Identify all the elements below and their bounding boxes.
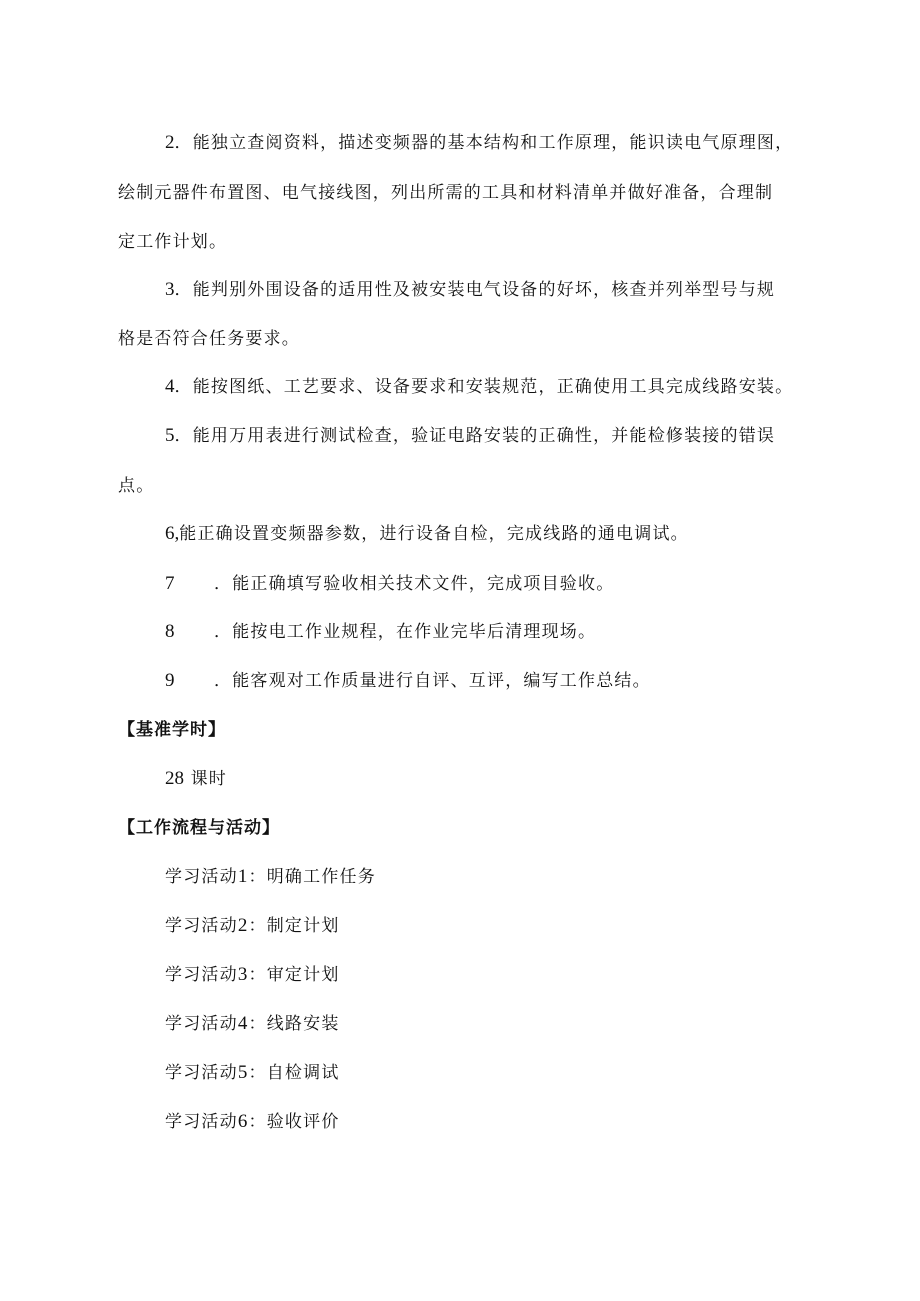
activity-name: 验收评价: [266, 1112, 340, 1132]
activity-4: [165, 1013, 340, 1035]
workflow-heading: 【工作流程与活动】: [118, 818, 280, 838]
objective-3-number: 3: [165, 279, 175, 300]
activity-prefix: 学习活动: [165, 1014, 238, 1034]
activity-separator: ：: [248, 1014, 267, 1034]
objective-4-number: 4: [165, 376, 175, 397]
objective-9-line: [165, 670, 175, 692]
activity-separator: ：: [248, 965, 267, 985]
activity-number: 4: [237, 1013, 249, 1034]
objective-5-line-1: [165, 425, 775, 447]
activity-prefix: 学习活动: [165, 916, 238, 936]
activity-name: 线路安装: [266, 1014, 340, 1034]
activity-number: 1: [237, 866, 249, 887]
activity-number: 2: [237, 915, 249, 936]
objective-2-number: 2: [165, 132, 175, 153]
activity-3: [165, 964, 340, 986]
objective-8-text: ．能按电工作业规程，在作业完毕后清理现场。: [214, 622, 597, 642]
activity-separator: ：: [248, 1063, 267, 1083]
objective-2-line-3: 定工作计划。: [118, 232, 228, 252]
hours-unit: 课时: [190, 769, 228, 789]
activity-separator: ：: [248, 916, 267, 936]
objective-8-line: [165, 621, 175, 643]
activity-number: 5: [237, 1062, 249, 1083]
objective-4-text: ．能按图纸、工艺要求、设备要求和安装规范，正确使用工具完成线路安装。: [174, 377, 794, 397]
objective-6-number: 6,: [165, 523, 180, 544]
activity-separator: ：: [248, 1112, 267, 1132]
hours-value: [165, 768, 227, 790]
activity-1: [165, 866, 376, 888]
activity-number: 3: [237, 964, 249, 985]
objective-3-line-2: 格是否符合任务要求。: [118, 329, 300, 349]
objective-5-text-1: ．能用万用表进行测试检查，验证电路安装的正确性，并能检修装接的错误: [174, 426, 776, 446]
activity-prefix: 学习活动: [165, 965, 238, 985]
objective-3-line-1: [165, 279, 775, 301]
objective-9-number: 9: [165, 670, 175, 691]
objective-8-number: 8: [165, 621, 175, 642]
activity-6: [165, 1111, 340, 1133]
objective-6-text: 能正确设置变频器参数，进行设备自检，完成线路的通电调试。: [179, 524, 689, 544]
activity-prefix: 学习活动: [165, 1112, 238, 1132]
objective-2-line-2: 绘制元器件布置图、电气接线图，列出所需的工具和材料清单并做好准备，合理制: [118, 183, 774, 203]
objective-7-line: [165, 573, 175, 595]
objective-5-number: 5: [165, 425, 175, 446]
activity-prefix: 学习活动: [165, 867, 238, 887]
activity-number: 6: [237, 1111, 249, 1132]
objective-9-text: ．能客观对工作质量进行自评、互评，编写工作总结。: [214, 671, 651, 691]
objective-2-text-1: ．能独立查阅资料，描述变频器的基本结构和工作原理，能识读电气原理图，: [174, 133, 794, 153]
activity-separator: ：: [248, 867, 267, 887]
objective-2-line-1: [165, 132, 793, 154]
hours-heading: 【基准学时】: [118, 720, 226, 740]
activity-name: 制定计划: [266, 916, 340, 936]
objective-7-text: ．能正确填写验收相关技术文件，完成项目验收。: [214, 574, 615, 594]
objective-5-line-2: 点。: [118, 476, 155, 496]
activity-name: 自检调试: [266, 1063, 340, 1083]
objective-6-line: [165, 523, 689, 545]
objective-7-number: 7: [165, 573, 175, 594]
activity-5: [165, 1062, 340, 1084]
activity-name: 明确工作任务: [266, 867, 376, 887]
activity-2: [165, 915, 340, 937]
objective-4-line: [165, 376, 793, 398]
activity-name: 审定计划: [266, 965, 340, 985]
hours-number: 28: [165, 768, 184, 789]
activity-prefix: 学习活动: [165, 1063, 238, 1083]
objective-3-text-1: ．能判别外围设备的适用性及被安装电气设备的好坏，核查并列举型号与规: [174, 280, 776, 300]
